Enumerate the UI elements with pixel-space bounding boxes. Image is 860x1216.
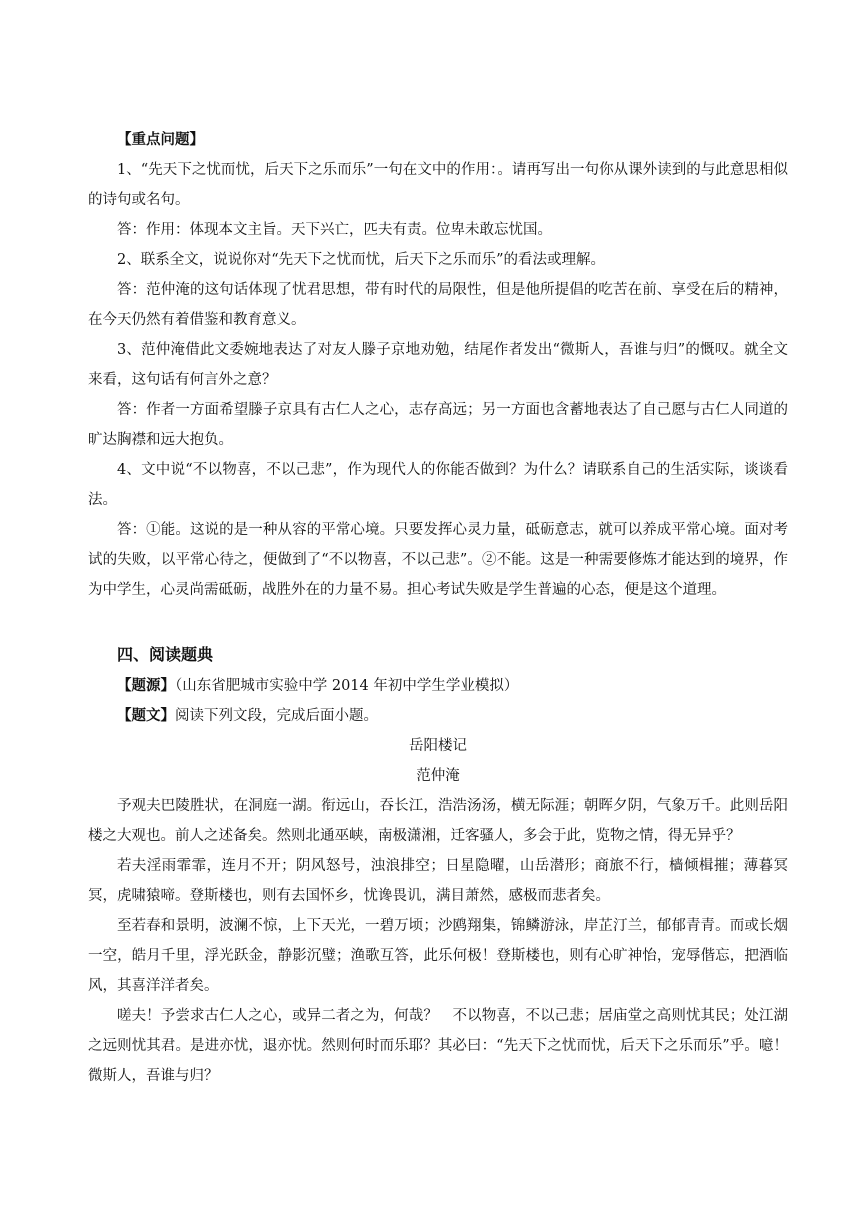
- section-heading: 四、阅读题典: [117, 645, 214, 664]
- prompt-text: 阅读下列文段，完成后面小题。: [175, 708, 378, 724]
- article-paragraph-3: 至若春和景明，波澜不惊，上下天光，一碧万顷；沙鸥翔集，锦鳞游泳，岸芷汀兰，郁郁青青。而或长烟一空，皓月千里，浮光跃金，静影沉璧；渔歌互答，此乐何极！登斯楼也，则有心旷神怡，宠辱偕忘，把酒临风，其喜洋洋者矣。: [88, 918, 788, 994]
- question-4: 4、文中说“不以物喜，不以己悲”，作为现代人的你能否做到？为什么？请联系自己的生活实际，谈谈看法。: [88, 462, 788, 508]
- prompt-label: 【题文】: [117, 707, 175, 724]
- question-prompt: [88, 701, 788, 731]
- answer-4: 答：①能。这说的是一种从容的平常心境。只要发挥心灵力量，砥砺意志，就可以养成平常心境。面对考试的失败，以平常心待之，便做到了“不以物喜，不以己悲”。②不能。这是一种需要修炼才能达到的境界，作为中学生，心灵尚需砥砺，战胜外在的力量不易。担心考试失败是学生普遍的心态，便是这个道理。: [88, 522, 788, 598]
- answer-2: 答：范仲淹的这句话体现了忧君思想，带有时代的局限性，但是他所提倡的吃苦在前、享受在后的精神，在今天仍然有着借鉴和教育意义。: [88, 282, 788, 328]
- page-content: [88, 125, 788, 1091]
- article-paragraph-4: 嗟夫！予尝求古仁人之心，或异二者之为，何哉？ 不以物喜，不以己悲；居庙堂之高则忧其民；处江湖之远则忧其君。是进亦忧，退亦忧。然则何时而乐耶？其必曰：“先天下之忧而忧，后天下之乐而乐”乎。噫！微斯人，吾谁与归？: [88, 1008, 788, 1084]
- question-3: 3、范仲淹借此文委婉地表达了对友人滕子京地劝勉，结尾作者发出“微斯人，吾谁与归”的慨叹。就全文来看，这句话有何言外之意？: [88, 342, 788, 388]
- article-paragraph-2: 若夫淫雨霏霏，连月不开；阴风怒号，浊浪排空；日星隐曜，山岳潜形；商旅不行，樯倾楫摧；薄暮冥冥，虎啸猿啼。登斯楼也，则有去国怀乡，忧谗畏讥，满目萧然，感极而悲者矣。: [88, 858, 788, 904]
- question-2: 2、联系全文，说说你对“先天下之忧而忧，后天下之乐而乐”的看法或理解。: [117, 252, 606, 268]
- question-1: 1、“先天下之忧而忧，后天下之乐而乐”一句在文中的作用：。请再写出一句你从课外读到的与此意思相似的诗句或名句。: [88, 162, 788, 208]
- article-paragraph-1: 予观夫巴陵胜状，在洞庭一湖。衔远山，吞长江，浩浩汤汤，横无际涯；朝晖夕阴，气象万千。此则岳阳楼之大观也。前人之述备矣。然则北通巫峡，南极潇湘，迁客骚人，多会于此，览物之情，得无异乎？: [88, 798, 788, 844]
- answer-1: 答：作用：体现本文主旨。天下兴亡，匹夫有责。位卑未敢忘忧国。: [117, 222, 552, 238]
- source-text: （山东省肥城市实验中学 2014 年初中学生学业模拟）: [175, 678, 519, 694]
- key-questions-heading: 【重点问题】: [117, 131, 204, 148]
- source-label: 【题源】: [117, 677, 175, 694]
- answer-3: 答：作者一方面希望滕子京具有古仁人之心，志存高远；另一方面也含蓄地表达了自己愿与古仁人同道的旷达胸襟和远大抱负。: [88, 402, 788, 448]
- article-title: 岳阳楼记: [409, 738, 467, 754]
- article-author: 范仲淹: [416, 768, 460, 784]
- question-source: [88, 671, 788, 701]
